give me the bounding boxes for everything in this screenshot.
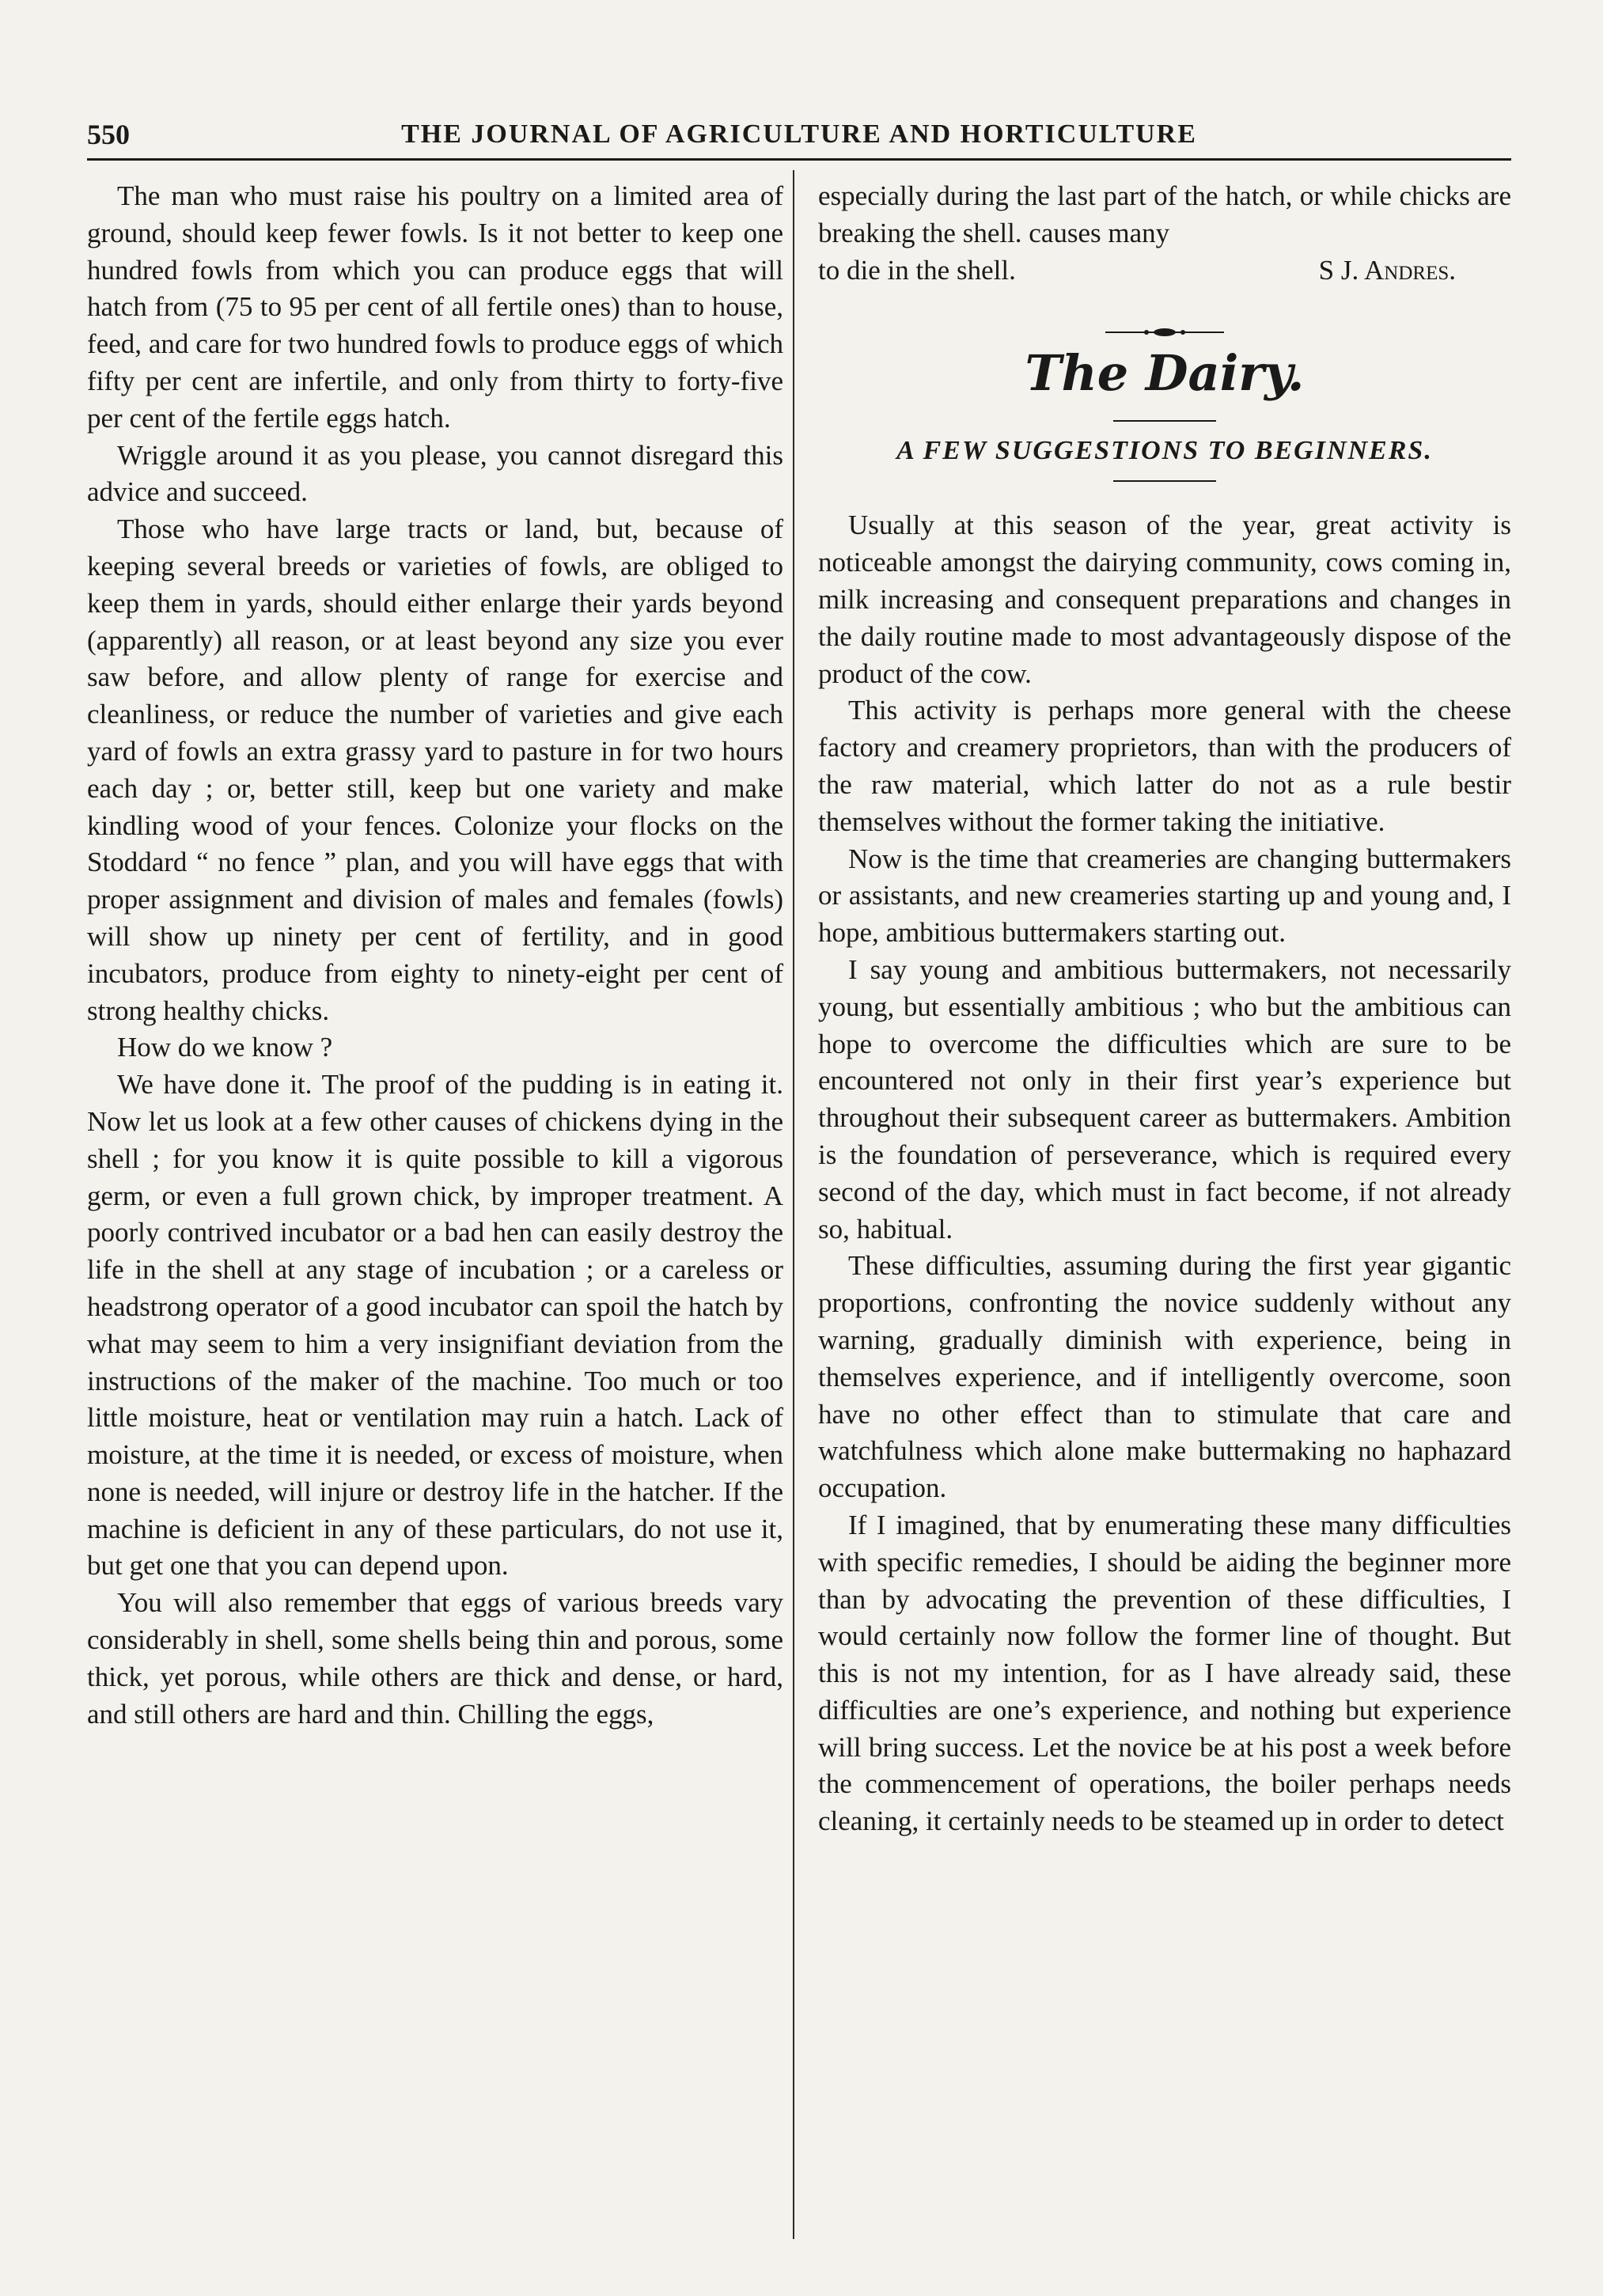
right-column [818, 178, 1511, 1840]
paragraph: I say young and ambitious buttermakers, not necessarily young, but essentially ambitious ; who but the ambitious can hope to overcome the difficulties which are sure to be encountered not only in their first year’s experience but throughout their subsequent career as buttermakers. Ambition is the foundation of perseverance, which is required every second of the day, which must in fact become, if not already so, habitual. [818, 953, 1511, 1245]
paragraph: If I imagined, that by enumerating these many difficulties with specific remedies, I should be aiding the beginner more than by advocating the prevention of these difficulties, I would certainly now follow the former line of thought. But this is not my intention, for as I have already said, these difficulties are one’s experience, and nothing but experience will bring success. Let the novice be at his post a week before the commencement of operations, the boiler perhaps needs cleaning, it certainly needs to be steamed up in order to detect [818, 1509, 1511, 1837]
header-rule [87, 158, 1511, 161]
paragraph: How do we know ? [117, 1032, 333, 1063]
paragraph: Usually at this season of the year, great activity is noticeable amongst the dairying community, cows coming in, milk increasing and consequent preparations and changes in the daily routine made to most advantageously dispose of the product of the cow. [818, 510, 1511, 689]
running-title: THE JOURNAL OF AGRICULTURE AND HORTICULTURE [401, 119, 1197, 149]
paragraph: Wriggle around it as you please, you cannot disregard this advice and succeed. [87, 439, 783, 508]
column-divider [793, 170, 794, 2239]
page-number: 550 [87, 119, 130, 150]
article-title: A FEW SUGGESTIONS TO BEGINNERS. [896, 436, 1433, 466]
signature-line [818, 252, 1511, 290]
paragraph: This activity is perhaps more general with the cheese factory and creamery proprietors, than with the producers of the raw material, which latter do not as a rule bestir themselves without the former taking the initiative. [818, 695, 1511, 837]
paragraph: You will also remember that eggs of various breeds vary considerably in shell, some shells being thin and porous, some thick, yet porous, while others are thick and dense, or hard, and still others are hard and thin. Chilling the eggs, [87, 1587, 783, 1730]
continuation-paragraph: especially during the last part of the hatch, or while chicks are breaking the shell. causes many [818, 180, 1511, 248]
article-rule [1113, 480, 1216, 482]
continuation-end: to die in the shell. [818, 254, 1016, 286]
paragraph: The man who must raise his poultry on a limited area of ground, should keep fewer fowls. Is it not better to keep one hundred fowls from which you can produce eggs that will hatch from (75 to 95 per cent of all fertile ones) than to house, feed, and care for two hundred fowls to produce eggs of which fifty per cent are infertile, and only from thirty to forty-five per cent of the fertile eggs hatch. [87, 180, 783, 434]
paragraph: These difficulties, assuming during the first year gigantic proportions, confronting the novice suddenly without any warning, gradually diminish with experience, being in themselves experience, and if intelligently overcome, soon have no other effect than to stimulate that care and watchfulness which alone make buttermaking no haphazard occupation. [818, 1250, 1511, 1504]
paragraph: We have done it. The proof of the pudding is in eating it. Now let us look at a few other causes of chickens dying in the shell ; for you know it is quite possible to kill a vigorous germ, or even a full grown chick, by improper treatment. A poorly contrived incubator or a bad hen can easily destroy the life in the shell at any stage of incubation ; or a careless or headstrong operator of a good incubator can spoil the hatch by what may seem to him a very insignifiant deviation from the instructions of the maker of the machine. Too much or too little moisture, heat or ventilation may ruin a hatch. Lack of moisture, at the time it is needed, or excess of moisture, when none is needed, will injure or destroy life in the hatcher. If the machine is deficient in any of these particulars, do not use it, but get one that you can depend upon. [87, 1069, 783, 1582]
author-signature: S J. Andres. [1318, 254, 1456, 286]
paragraph: Now is the time that creameries are changing buttermakers or assistants, and new creameries starting up and young and, I hope, ambitious buttermakers starting out. [818, 843, 1511, 949]
page-header [87, 111, 1511, 158]
paragraph: Those who have large tracts or land, but, because of keeping several breeds or varieties of fowls, are obliged to keep them in yards, should either enlarge their yards beyond (apparently) all reason, or at least beyond any size you ever saw before, and allow plenty of range for exercise and cleanliness, or reduce the number of varieties and give each yard of fowls an extra grassy yard to pasture in for two hours each day ; or, better still, keep but one variety and make kindling wood of your fences. Colonize your flocks on the Stoddard “ no fence ” plan, and you will have eggs that with proper assignment and division of males and females (fowls) will show up ninety per cent of fertility, and in good incubators, produce from eighty to ninety-eight per cent of strong healthy chicks. [87, 513, 783, 1026]
section-title: The Dairy. [1025, 344, 1305, 403]
ornament-rule-icon [1105, 327, 1224, 338]
title-rule [1113, 420, 1216, 422]
section-ornament [818, 311, 1511, 327]
left-column [87, 178, 783, 1733]
